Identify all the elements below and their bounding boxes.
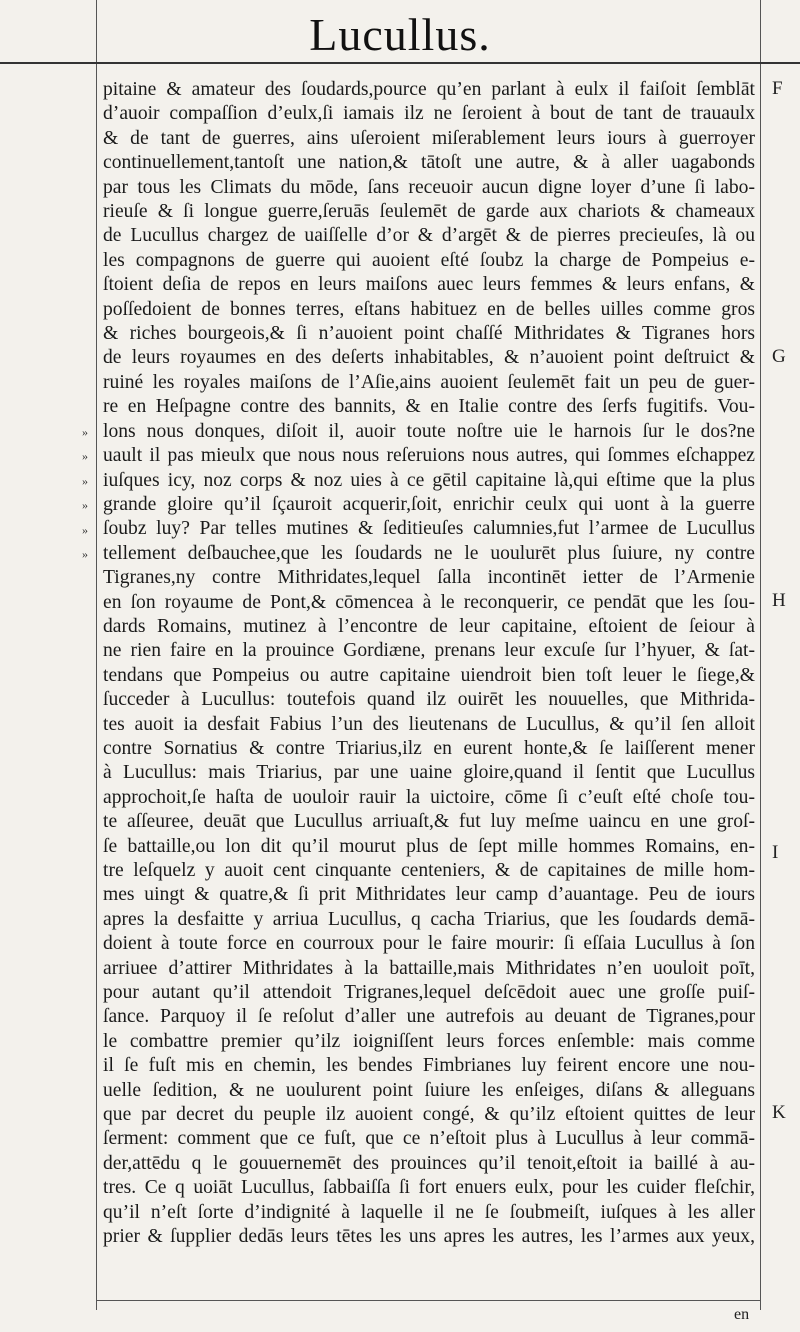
text-line: & de tant de guerres, ains uſeroient miſerablement leurs iours à guerroyer [103,127,755,149]
text-line: il ſe fuſt mis en chemin, les bendes Fimbrianes luy feirent encore une nou- [103,1055,755,1077]
running-head: Lucullus. [309,9,491,60]
header-rule [0,62,800,64]
text-line: tellement deſbauchee,que les ſoudards ne le uoulurēt plus ſuiure, ny contre [103,542,755,564]
signature-mark-h: H [772,590,786,611]
text-line: ſtoient deſia de repos en leurs maiſons auec leurs femmes & leurs enfans, & [103,274,755,296]
quotation-mark: » [82,425,88,439]
quotation-marks-column [82,420,94,566]
text-line: doient à toute force en courroux pour le faire mourir: ſi eſſaia Lucullus à ſon [103,933,755,955]
body-text [103,78,755,1250]
text-line: ſance. Parquoy il ſe reſolut d’aller une autrefois au deuant de Tigranes,pour [103,1006,755,1028]
text-line: ſerment: comment que ce fuſt, que ce n’eſtoit plus à Lucullus à leur commā- [103,1128,755,1150]
text-line: pour autant qu’il attendoit Trigranes,lequel deſcēdoit auec une groſſe puiſ- [103,982,755,1004]
text-line: iuſques icy, noz corps & noz uies à ce gētil capitaine là,qui eſtime que la plus [103,469,755,491]
signature-mark-k: K [772,1102,786,1123]
text-line: continuellement,tantoſt une nation,& tātoſt une autre, & à aller uagabonds [103,152,755,174]
text-line: ſoubz luy? Par telles mutines & ſeditieuſes calumnies,fut l’armee de Lucullus [103,518,755,540]
text-line: arriuee d’attirer Mithridates à la battaille,mais Mithridates n’en uouloit poīt, [103,957,755,979]
text-line: contre Sornatius & contre Triarius,ilz en eurent honte,& ſe laiſſerent mener [103,737,755,759]
quotation-mark: » [82,547,88,562]
text-line: te aſſeuree, deuāt que Lucullus arriuaſt,& fut luy meſme uaincu en une groſ- [103,811,755,833]
text-line: uelle ſedition, & ne uoulurent point ſuiure les enſeiges, diſans & alleguans [103,1079,755,1101]
text-line: apres la desfaitte y arriua Lucullus, q cacha Triarius, que les ſoudards demā- [103,908,755,930]
text-line: Tigranes,ny contre Mithridates,lequel ſalla incontinēt ietter de l’Armenie [103,567,755,589]
text-line: re en Heſpagne contre des bannits, & en Italie contre des ſerfs fugitifs. Vou- [103,396,755,418]
signature-mark-f: F [772,78,783,99]
text-line: tres. Ce q uoiāt Lucullus, ſabbaiſſa ſi fort enuers eulx, pour les cuider fleſchir, [103,1177,755,1199]
text-line: poſſedoient de bonnes terres, eſtans habituez en de belles uilles comme gros [103,298,755,320]
text-line: les compagnons de guerre qui auoient eſté ſoubz la charge de Pompeius e- [103,249,755,271]
text-line: dards Romains, mutinez à l’encontre de leur capitaine, eſtoient de ſeiour à [103,615,755,637]
text-line: tre leſquelz y auoit cent cinquante centeniers, & de capitaines de mille hom- [103,860,755,881]
text-line: ſe battaille,ou lon dit qu’il mourut plus de ſept mille hommes Romains, en- [103,835,755,857]
text-line: qu’il n’eſt ſorte d’indignité à laquelle il ne ſe ſoubmeiſt, iuſques à les aller [103,1201,755,1223]
text-line: de leurs royaumes en des deſerts inhabitables, & n’auoient point deſtruict & [103,347,755,369]
text-line: pitaine & amateur des ſoudards,pource qu’en parlant à eulx il faiſoit ſemblāt [103,79,755,100]
text-line: d’auoir compaſſion d’eulx,ſi iamais ilz ne ſeroient à bout de tant de trauaulx [103,103,755,125]
quotation-mark: » [82,522,88,537]
text-line: le combattre premier qu’ilz ioigniſſent leurs forces enſemble: mais comme [103,1030,755,1052]
text-line: prier & ſupplier dedās leurs tētes les uns apres les autres, les l’armes aux yeux, [103,1226,755,1248]
text-line: ſucceder à Lucullus: toutefois quand ilz ouirēt les nouuelles, que Mithrida- [103,689,755,711]
text-line: en ſon royaume de Pont,& cōmencea à le reconquerir, ce pendāt que les ſou- [103,591,755,613]
catchword: en [734,1306,750,1323]
text-line: approchoit,ſe haſta de uouloir rauir la uictoire, cōme ſi c’euſt eſté choſe tou- [103,786,755,808]
text-line: tendans que Pompeius ou autre capitaine uiendroit bien toſt leuer le ſiege,& [103,664,755,686]
text-line: mes uingt & quatre,& ſi prit Mithridates leur camp d’auantage. Peu de iours [103,884,755,906]
right-frame-rule [760,0,761,1310]
bottom-frame-rule [96,1300,760,1301]
signature-mark-i: I [772,842,779,863]
left-frame-rule [96,0,97,1310]
text-line: ruiné les royales maiſons de l’Aſie,ains auoient ſeulemēt fait un peu de guer- [103,371,755,393]
text-line: grande gloire qu’il ſçauroit acquerir,ſoit, enrichir ceulx qui uont à la guerre [103,493,755,515]
signature-mark-g: G [772,346,786,367]
text-line: rieuſe & ſi longue guerre,ſeruās ſeulemēt de garde aux chariots & chameaux [103,201,755,223]
text-line: uault il pas mieulx que nous nous reſeruions nous autres, qui ſommes eſchappez [103,445,755,467]
quotation-mark: » [82,473,88,488]
text-line: lons nous donques, diſoit il, auoir toute noſtre uie le harnois ſur le dos?ne [103,420,755,442]
quotation-mark: » [82,498,88,513]
quotation-mark: » [82,449,88,464]
text-line: à Lucullus: mais Triarius, par une uaine gloire,quand il ſentit que Lucullus [103,762,755,784]
text-line: de Lucullus chargez de uaiſſelle d’or & d’argēt & de pierres precieuſes, là ou [103,225,755,247]
text-line: par tous les Climats du mōde, ſans receuoir aucun digne loyer d’une ſi labo- [103,176,755,198]
text-line: que par decret du peuple ilz auoient congé, & qu’ilz eſtoient quittes de leur [103,1104,755,1126]
text-line: & riches bourgeois,& ſi n’auoient point chaſſé Mithridates & Tigranes hors [103,323,755,345]
text-line: tes auoit ia desfait Fabius l’un des lieutenans de Lucullus, & qu’il ſen alloit [103,713,755,735]
text-line: der,attēdu q le gouuernemēt des prouinces qu’il tenoit,eſtoit ia baillé à au- [103,1152,755,1174]
text-line: ne rien faire en la prouince Gordiæne, prenans leur excuſe ſur l’hyuer, & ſat- [103,640,755,662]
